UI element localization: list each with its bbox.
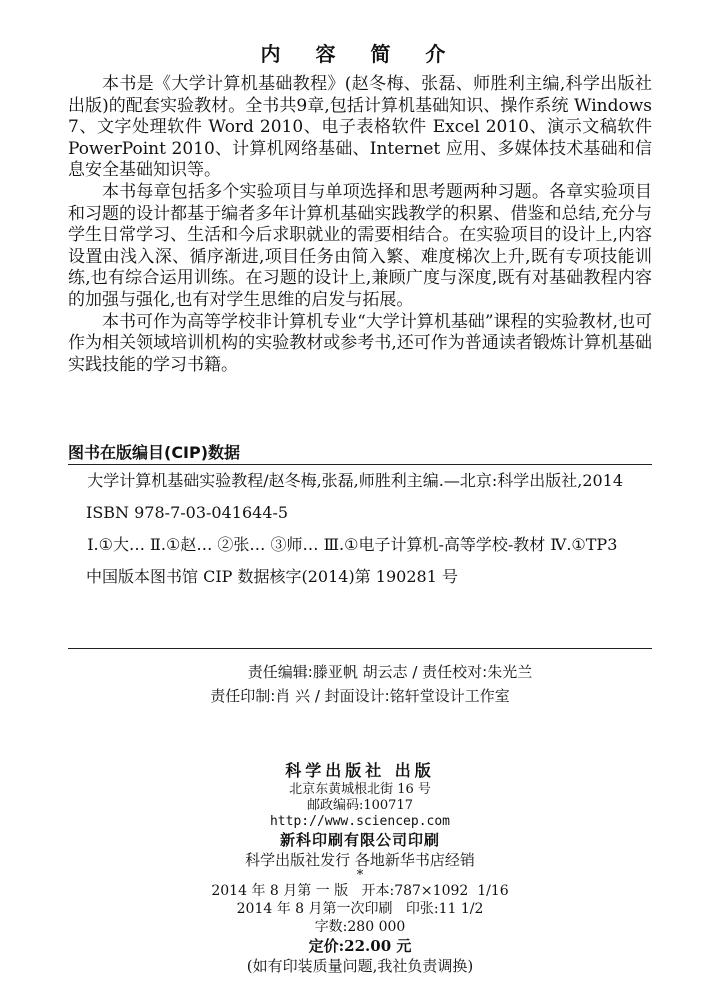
cip-classification: Ⅰ.①大… Ⅱ.①赵… ②张… ③师… Ⅲ.①电子计算机-高等学校-教材 Ⅳ.①TP3 xyxy=(87,535,618,554)
cip-bottom-rule xyxy=(68,648,652,649)
cip-heading: 图书在版编目(CIP)数据 xyxy=(68,443,241,462)
word-count: 字数:280 000 xyxy=(314,919,406,935)
publisher-url: http://www.sciencep.com xyxy=(269,814,450,829)
quality-notice: (如有印装质量问题,我社负责调换) xyxy=(246,957,474,975)
printer: 新科印刷有限公司印刷 xyxy=(279,831,440,849)
cip-top-rule xyxy=(68,464,652,465)
cip-description: 大学计算机基础实验教程/赵冬梅,张磊,师胜利主编.—北京:科学出版社,2014 xyxy=(87,471,624,490)
cip-approval-number: 中国版本图书馆 CIP 数据核字(2014)第 190281 号 xyxy=(86,567,458,586)
summary-paragraph: 本书是《大学计算机基础教程》(赵冬梅、张磊、师胜利主编,科学出版社出版)的配套实验教材。全书共9章,包括计算机基础知识、操作系统 Windows 7、文字处理软件 Word 2010、电子表格软件 Excel 2010、演示文稿软件 PowerPoint 2010、计算机网络基础、Internet 应用、多媒体技术基础和信息安全基础知识等。 xyxy=(68,74,652,181)
price: 定价:22.00 元 xyxy=(308,937,412,955)
summary-paragraph: 本书可作为高等学校非计算机专业“大学计算机基础”课程的实验教材,也可作为相关领域培训机构的实验教材或参考书,还可作为普通读者锻炼计算机基础实践技能的学习书籍。 xyxy=(68,311,652,375)
postcode: 邮政编码:100717 xyxy=(306,798,413,813)
cip-isbn: ISBN 978-7-03-041644-5 xyxy=(86,503,289,522)
content-summary xyxy=(68,74,652,376)
publisher-address: 北京东黄城根北街 16 号 xyxy=(289,782,431,797)
production-credits: 责任印制:肖 兴 / 封面设计:铭轩堂设计工作室 xyxy=(210,687,510,705)
separator-star: * xyxy=(356,868,364,883)
credits-block xyxy=(0,660,720,708)
summary-paragraph: 本书每章包括多个实验项目与单项选择和思考题两种习题。各章实验项目和习题的设计都基于编者多年计算机基础实践教学的积累、借鉴和总结,充分与学生日常学习、生活和今后求职就业的需要相结合。在实验项目的设计上,内容设置由浅入深、循序渐进,项目任务由简入繁、难度梯次上升,既有专项技能训练,也有综合运用训练。在习题的设计上,兼顾广度与深度,既有对基础教程内容的加强与强化,也有对学生思维的启发与拓展。 xyxy=(68,181,652,310)
distribution: 科学出版社发行 各地新华书店经销 xyxy=(245,851,475,869)
editor-credits: 责任编辑:滕亚帆 胡云志 / 责任校对:朱光兰 xyxy=(247,663,533,681)
imprint-block xyxy=(0,760,720,976)
publisher-name: 科学出版社 出版 xyxy=(285,761,435,780)
edition-info: 2014 年 8 月第 一 版 开本:787×1092 1/16 xyxy=(211,883,509,899)
page-title: 内 容 简 介 xyxy=(260,42,460,66)
cip-block xyxy=(68,470,652,588)
printing-info: 2014 年 8 月第一次印刷 印张:11 1/2 xyxy=(236,901,484,917)
